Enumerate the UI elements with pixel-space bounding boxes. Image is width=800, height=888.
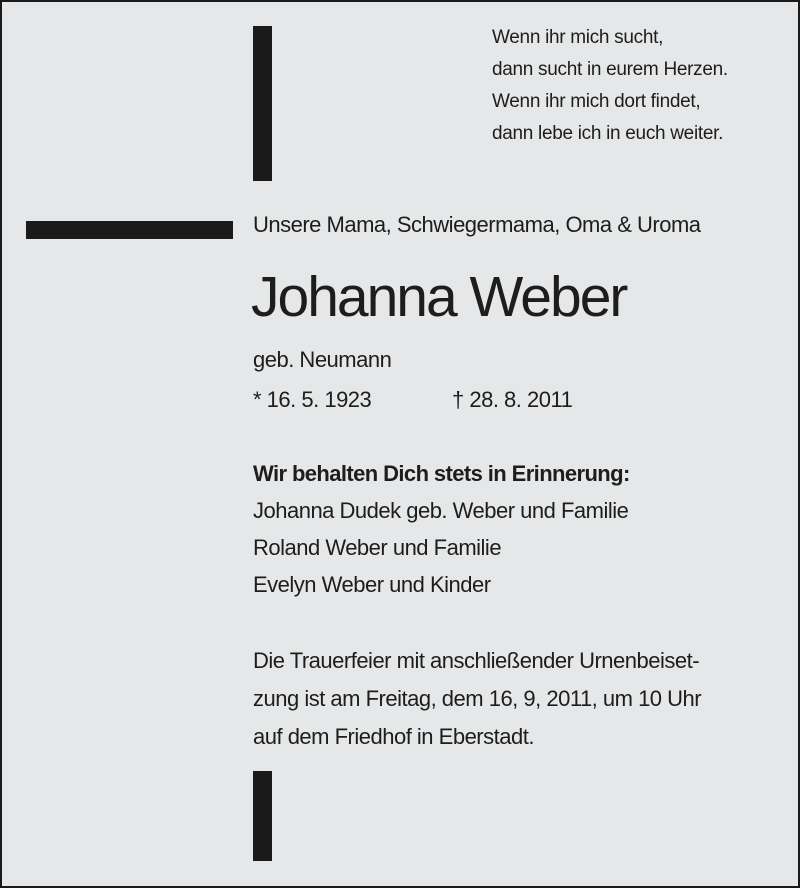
poem-line: Wenn ihr mich sucht, <box>492 27 664 48</box>
cross-lower-bar <box>253 771 272 861</box>
mourners-block <box>253 455 630 603</box>
ceremony-info <box>253 642 701 756</box>
ceremony-line: zung ist am Freitag, dem 16, 9, 2011, um 10 Uhr <box>253 686 702 711</box>
mourner-line: Roland Weber und Familie <box>253 535 502 560</box>
life-dates <box>253 382 573 418</box>
poem-line: dann sucht in eurem Herzen. <box>492 59 728 80</box>
intro-line: Unsere Mama, Schwiegermama, Oma & Uroma <box>253 212 701 237</box>
cross-left-bar <box>26 221 233 239</box>
death-date: † 28. 8. 2011 <box>452 387 573 412</box>
poem-line: Wenn ihr mich dort findet, <box>492 91 701 112</box>
mourner-line: Johanna Dudek geb. Weber und Familie <box>253 498 629 523</box>
ceremony-line: auf dem Friedhof in Eberstadt. <box>253 724 534 749</box>
deceased-name: Johanna Weber <box>251 265 627 329</box>
ceremony-line: Die Trauerfeier mit anschließender Urnenbeiset- <box>253 648 700 673</box>
birth-name: geb. Neumann <box>253 347 392 372</box>
birth-date: * 16. 5. 1923 <box>253 387 372 412</box>
poem <box>492 22 728 150</box>
cross-upper-bar <box>253 26 272 181</box>
mourners-heading: Wir behalten Dich stets in Erinnerung: <box>253 461 630 486</box>
poem-line: dann lebe ich in euch weiter. <box>492 123 724 144</box>
mourner-line: Evelyn Weber und Kinder <box>253 572 491 597</box>
